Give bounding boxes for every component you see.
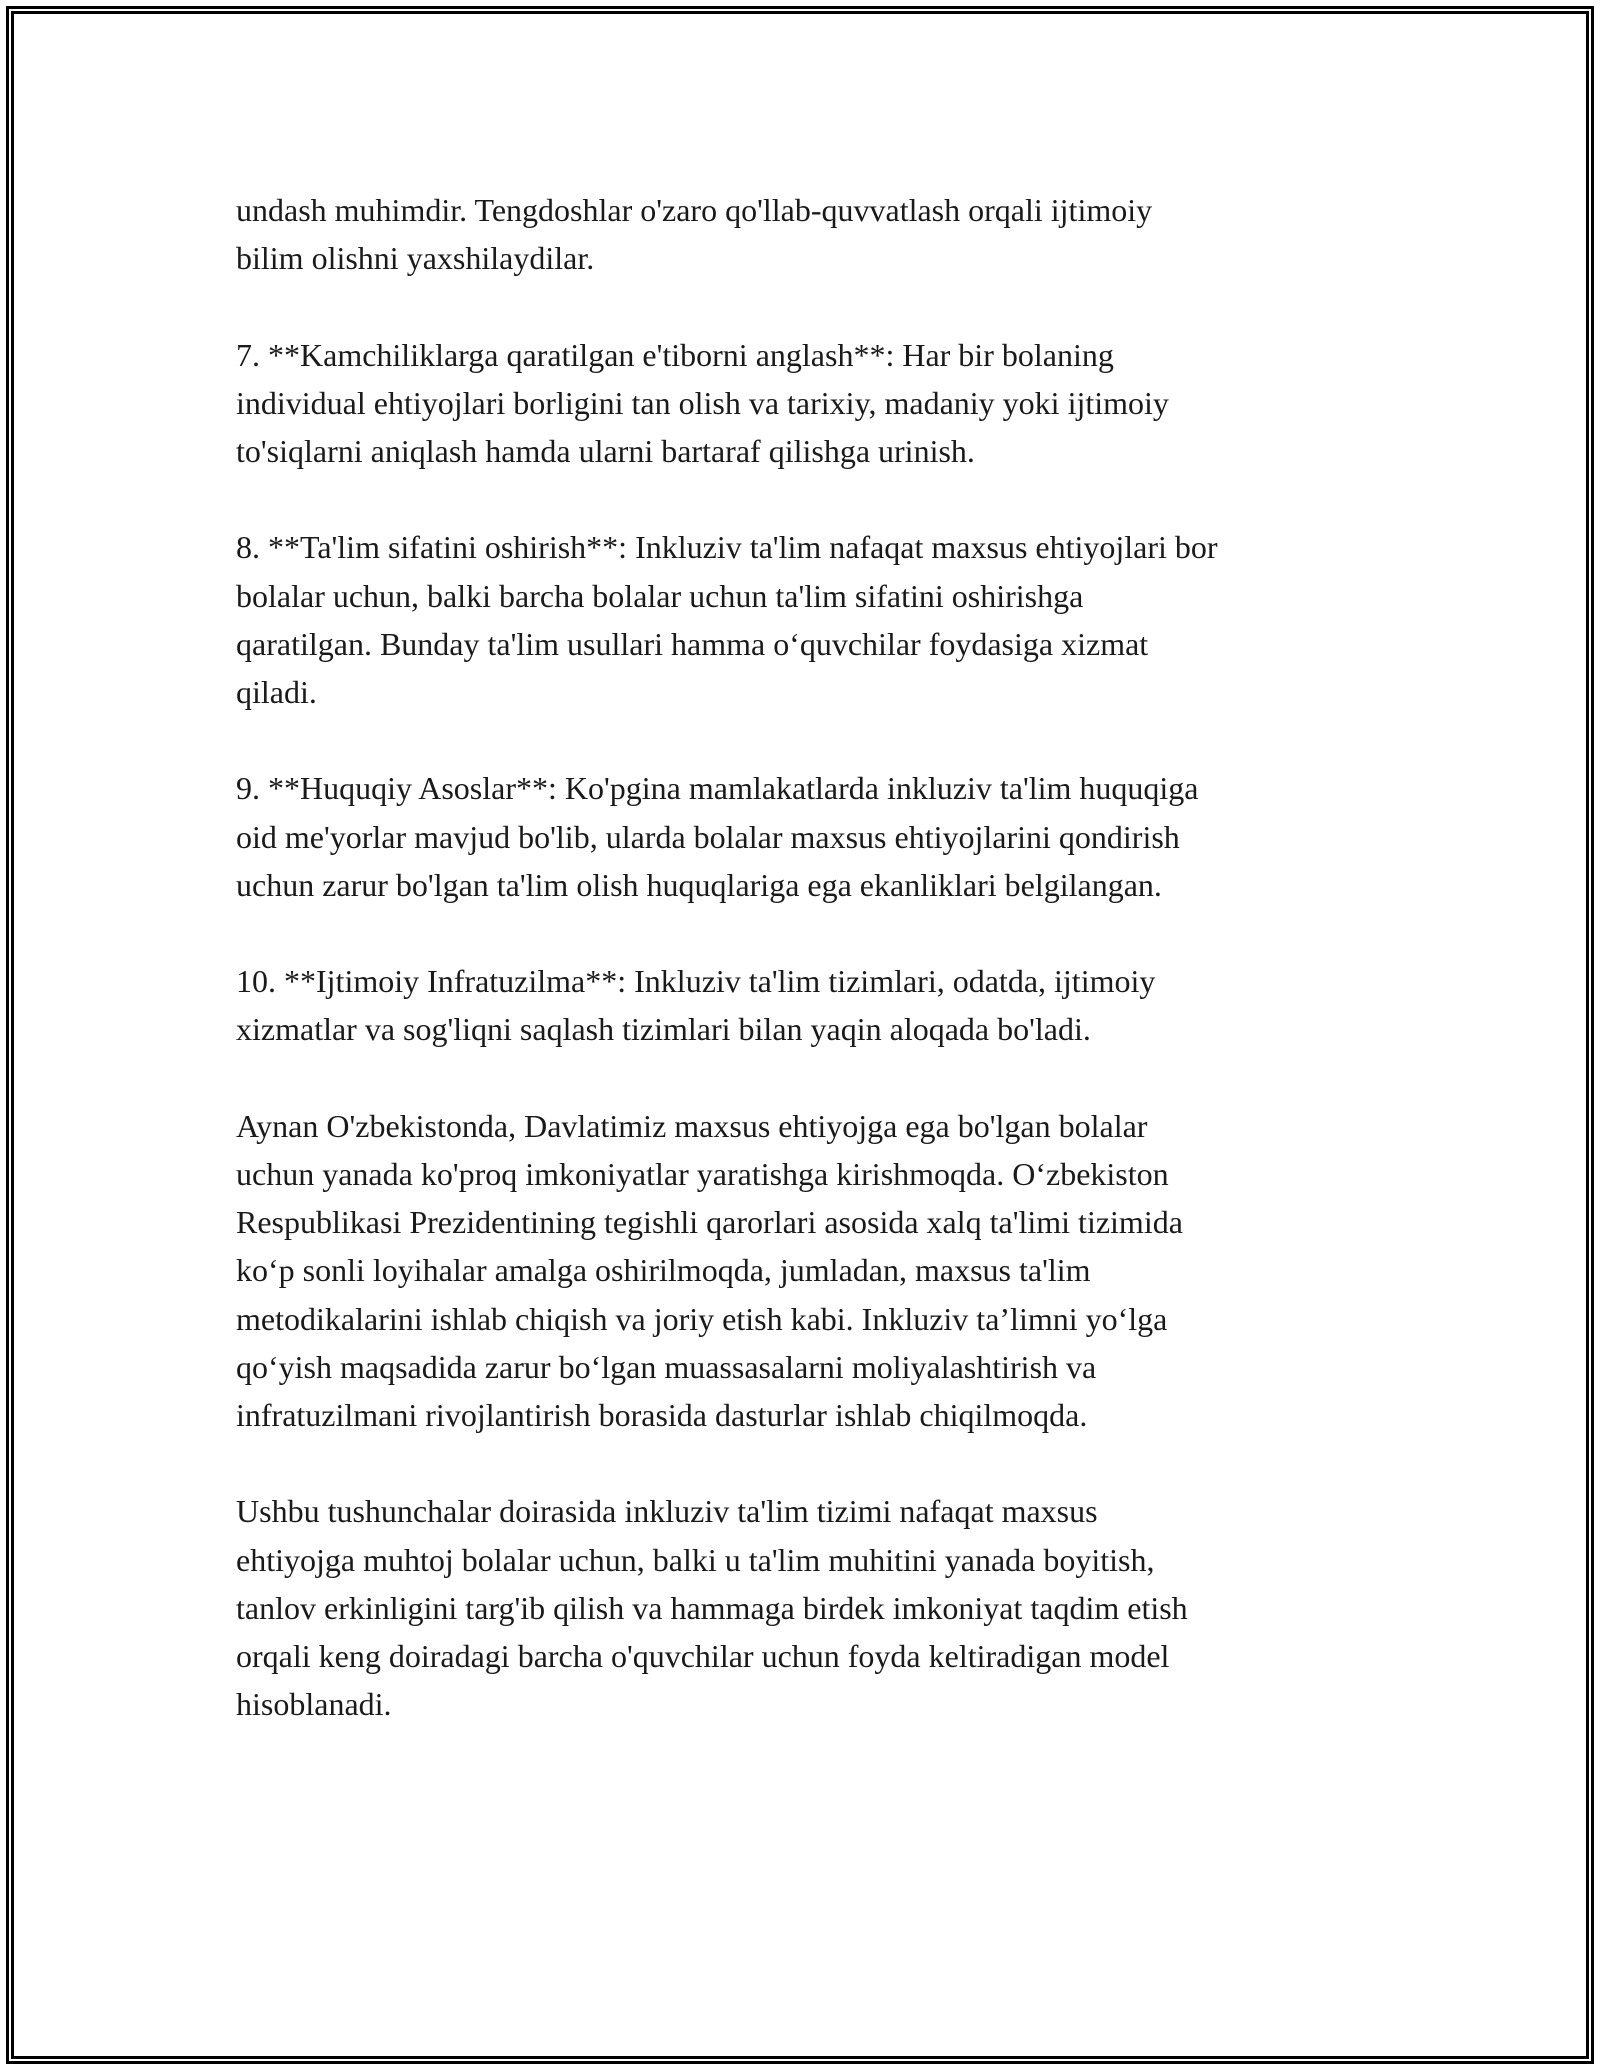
paragraph-5 [236, 957, 1376, 1053]
document-body [236, 186, 1376, 1777]
text-line: undash muhimdir. Tengdoshlar o'zaro qo'llab-quvvatlash orqali ijtimoiy [236, 192, 1153, 228]
paragraph-1 [236, 186, 1376, 282]
text-line: Ushbu tushunchalar doirasida inkluziv ta'lim tizimi nafaqat maxsus [236, 1493, 1098, 1530]
text-line: uchun zarur bo'lgan ta'lim olish huquqlariga ega ekanliklari belgilangan. [236, 866, 1162, 903]
text-line: orqali keng doiradagi barcha o'quvchilar uchun foyda keltiradigan model [236, 1638, 1170, 1674]
paragraph-7 [236, 1487, 1376, 1728]
paragraph-3 [236, 523, 1376, 716]
text-line: tanlov erkinligini targ'ib qilish va hammaga birdek imkoniyat taqdim etish [236, 1589, 1188, 1626]
text-line: ko‘p sonli loyihalar amalga oshirilmoqda, jumladan, maxsus ta'lim [236, 1252, 1091, 1289]
text-line: uchun yanada ko'proq imkoniyatlar yaratishga kirishmoqda. O‘zbekiston [236, 1155, 1169, 1192]
text-line: qiladi. [236, 674, 317, 710]
paragraph-2 [236, 331, 1376, 476]
text-line: to'siqlarni aniqlash hamda ularni bartaraf qilishga urinish. [236, 433, 975, 469]
text-line: 10. **Ijtimoiy Infratuzilma**: Inkluziv ta'lim tizimlari, odatda, ijtimoiy [236, 963, 1156, 1000]
text-line: 8. **Ta'lim sifatini oshirish**: Inkluziv ta'lim nafaqat maxsus ehtiyojlari bor [236, 529, 1218, 566]
text-line: hisoblanadi. [236, 1686, 392, 1723]
text-line: metodikalarini ishlab chiqish va joriy etish kabi. Inkluziv ta’limni yo‘lga [236, 1300, 1168, 1337]
text-line: bilim olishni yaxshilaydilar. [236, 240, 595, 277]
text-line: 9. **Huquqiy Asoslar**: Ko'pgina mamlakatlarda inkluziv ta'lim huquqiga [236, 770, 1199, 807]
paragraph-4 [236, 764, 1376, 909]
text-line: ehtiyojga muhtoj bolalar uchun, balki u ta'lim muhitini yanada boyitish, [236, 1541, 1155, 1578]
text-line: xizmatlar va sog'liqni saqlash tizimlari bilan yaqin aloqada bo'ladi. [236, 1011, 1091, 1048]
text-line: qaratilgan. Bunday ta'lim usullari hamma o‘quvchilar foydasiga xizmat [236, 625, 1149, 662]
text-line: qo‘yish maqsadida zarur bo‘lgan muassasalarni moliyalashtirish va [236, 1348, 1097, 1385]
text-line: bolalar uchun, balki barcha bolalar uchun ta'lim sifatini oshirishga [236, 577, 1084, 614]
text-line: individual ehtiyojlari borligini tan olish va tarixiy, madaniy yoki ijtimoiy [236, 384, 1169, 421]
paragraph-6 [236, 1102, 1376, 1439]
text-line: oid me'yorlar mavjud bo'lib, ularda bolalar maxsus ehtiyojlarini qondirish [236, 818, 1180, 855]
text-line: 7. **Kamchiliklarga qaratilgan e'tiborni anglash**: Har bir bolaning [236, 336, 1114, 373]
text-line: Aynan O'zbekistonda, Davlatimiz maxsus ehtiyojga ega bo'lgan bolalar [236, 1107, 1148, 1144]
text-line: infratuzilmani rivojlantirish borasida dasturlar ishlab chiqilmoqda. [236, 1397, 1088, 1433]
text-line: Respublikasi Prezidentining tegishli qarorlari asosida xalq ta'limi tizimida [236, 1204, 1183, 1241]
